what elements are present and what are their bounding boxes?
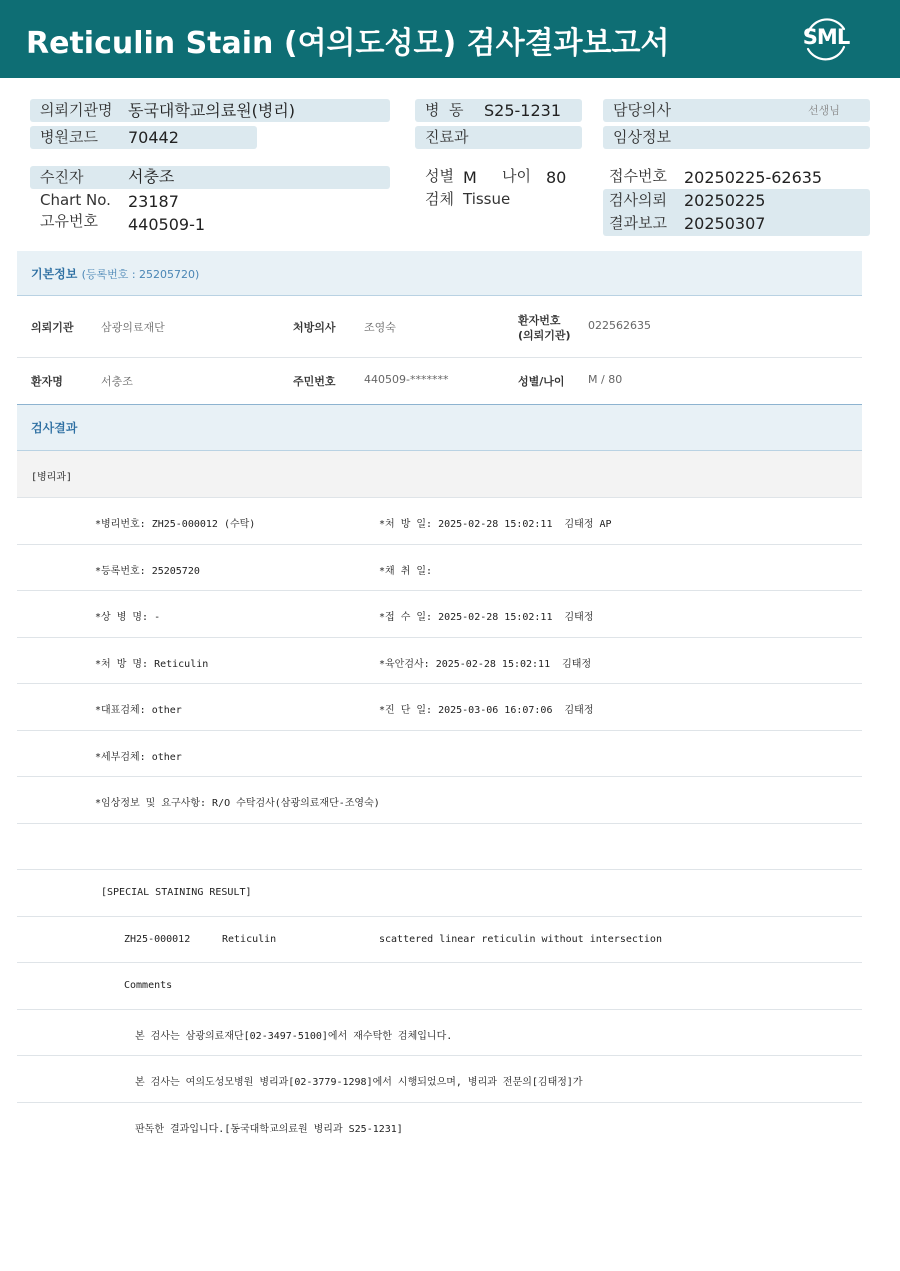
info-key: 성별/나이 <box>518 375 565 388</box>
age-label: 나이 <box>502 167 531 185</box>
basic-info-row-2 <box>17 358 862 405</box>
specimen-label: 검체 <box>425 190 454 208</box>
clinical-label: 임상정보 <box>603 126 870 149</box>
comment-row <box>17 1010 862 1057</box>
institution-label: 의뢰기관명 <box>30 99 390 122</box>
comments-label-row <box>17 963 862 1010</box>
result-row <box>17 545 862 592</box>
request-label: 검사의뢰 <box>609 191 667 209</box>
special-staining-title-row <box>17 870 862 917</box>
sml-logo <box>800 13 852 65</box>
result-left: *임상정보 및 요구사항: R/O 수탁검사(삼광의료재단-조영숙) <box>95 798 380 809</box>
special-staining-row <box>17 917 862 964</box>
info-key: 환자번호 <box>518 314 561 327</box>
basic-info-title <box>31 265 199 282</box>
info-key: 의뢰기관 <box>31 321 74 334</box>
sex-value: M <box>463 168 477 187</box>
basic-info-title-text: 기본정보 <box>31 267 78 281</box>
results-title: 검사결과 <box>31 421 78 435</box>
sex-label: 성별 <box>425 167 454 185</box>
comment-line: 본 검사는 삼광의료재단[02-3497-5100]에서 재수탁한 검체입니다. <box>135 1030 453 1042</box>
chart-value: 23187 <box>128 192 179 211</box>
patient-label: 수진자 <box>30 166 390 189</box>
doctor-label: 담당의사 <box>603 99 870 122</box>
info-value: 022562635 <box>588 319 651 332</box>
info-value: 조영숙 <box>364 321 396 334</box>
department-label: 진료과 <box>415 126 582 149</box>
comment-row <box>17 1056 862 1103</box>
result-row-empty <box>17 824 862 871</box>
result-left: *대표검체: other <box>95 705 182 716</box>
receipt-value: 20250225-62635 <box>684 168 823 187</box>
basic-info-row-1 <box>17 297 862 358</box>
result-left: *상 병 명: - <box>95 612 161 623</box>
logo-text: SML <box>802 25 850 49</box>
result-right: *처 방 일: 2025-02-28 15:02:11 김태정 AP <box>379 519 612 530</box>
results-section <box>17 405 862 451</box>
stain-id: ZH25-000012 <box>124 933 191 945</box>
chart-label: Chart No. <box>40 191 111 209</box>
result-row <box>17 498 862 545</box>
result-right: *육안검사: 2025-02-28 15:02:11 김태정 <box>379 658 592 670</box>
special-staining-title: [SPECIAL STAINING RESULT] <box>101 887 252 898</box>
result-right: *채 취 일: <box>379 565 433 577</box>
comment-row <box>17 1103 862 1150</box>
result-right: *진 단 일: 2025-03-06 16:07:06 김태정 <box>379 705 594 716</box>
report-label: 결과보고 <box>609 214 667 232</box>
comments-label: Comments <box>124 980 173 991</box>
result-left: *세부검체: other <box>95 751 182 763</box>
result-row <box>17 777 862 824</box>
patient-value: 서충조 <box>128 167 175 186</box>
stain-result: scattered linear reticulin without intersection <box>379 933 662 945</box>
info-key: 처방의사 <box>293 321 336 334</box>
basic-info-subtitle: (등록번호 : 25205720) <box>81 268 200 281</box>
specimen-value: Tissue <box>463 190 511 208</box>
info-key: 주민번호 <box>293 375 336 388</box>
result-left: *병리번호: ZH25-000012 (수탁) <box>95 519 256 530</box>
department-label: [병리과] <box>31 472 73 483</box>
stain-name: Reticulin <box>222 933 277 945</box>
ward-value: S25-1231 <box>484 101 562 120</box>
request-value: 20250225 <box>684 191 766 210</box>
info-key: 환자명 <box>31 375 63 388</box>
info-value: 서충조 <box>101 375 133 388</box>
ward-label: 병 동 <box>415 99 582 122</box>
unique-value: 440509-1 <box>128 215 206 234</box>
doctor-suffix: 선생님 <box>808 104 840 117</box>
basic-info-section <box>17 251 862 296</box>
result-row <box>17 684 862 731</box>
hospital-code-value: 70442 <box>128 128 179 147</box>
institution-value: 동국대학교의료원(병리) <box>128 101 296 120</box>
result-left: *처 방 명: Reticulin <box>95 658 209 670</box>
report-title: Reticulin Stain (여의도성모) 검사결과보고서 <box>26 26 670 61</box>
result-row <box>17 591 862 638</box>
comment-line: 본 검사는 여의도성모병원 병리과[02-3779-1298]에서 시행되었으며, 병리과 전문의[김태정]가 <box>135 1077 583 1088</box>
results-header <box>17 405 862 451</box>
info-value: 삼광의료재단 <box>101 321 165 334</box>
receipt-label: 접수번호 <box>609 167 667 185</box>
comment-line: 판독한 결과입니다.[동국대학교의료원 병리과 S25-1231] <box>135 1123 403 1135</box>
result-left: *등록번호: 25205720 <box>95 565 200 577</box>
basic-info-header <box>17 251 862 296</box>
info-key-sub: (의뢰기관) <box>518 329 571 342</box>
result-row <box>17 638 862 685</box>
report-value: 20250307 <box>684 214 766 233</box>
result-row <box>17 731 862 778</box>
report-header <box>0 0 900 78</box>
hospital-code-label: 병원코드 <box>30 126 257 149</box>
unique-label: 고유번호 <box>40 212 98 230</box>
department-row <box>17 451 862 498</box>
result-right: *접 수 일: 2025-02-28 15:02:11 김태정 <box>379 612 594 623</box>
info-value: M / 80 <box>588 373 623 386</box>
info-value: 440509-******* <box>364 373 449 386</box>
age-value: 80 <box>546 168 567 187</box>
